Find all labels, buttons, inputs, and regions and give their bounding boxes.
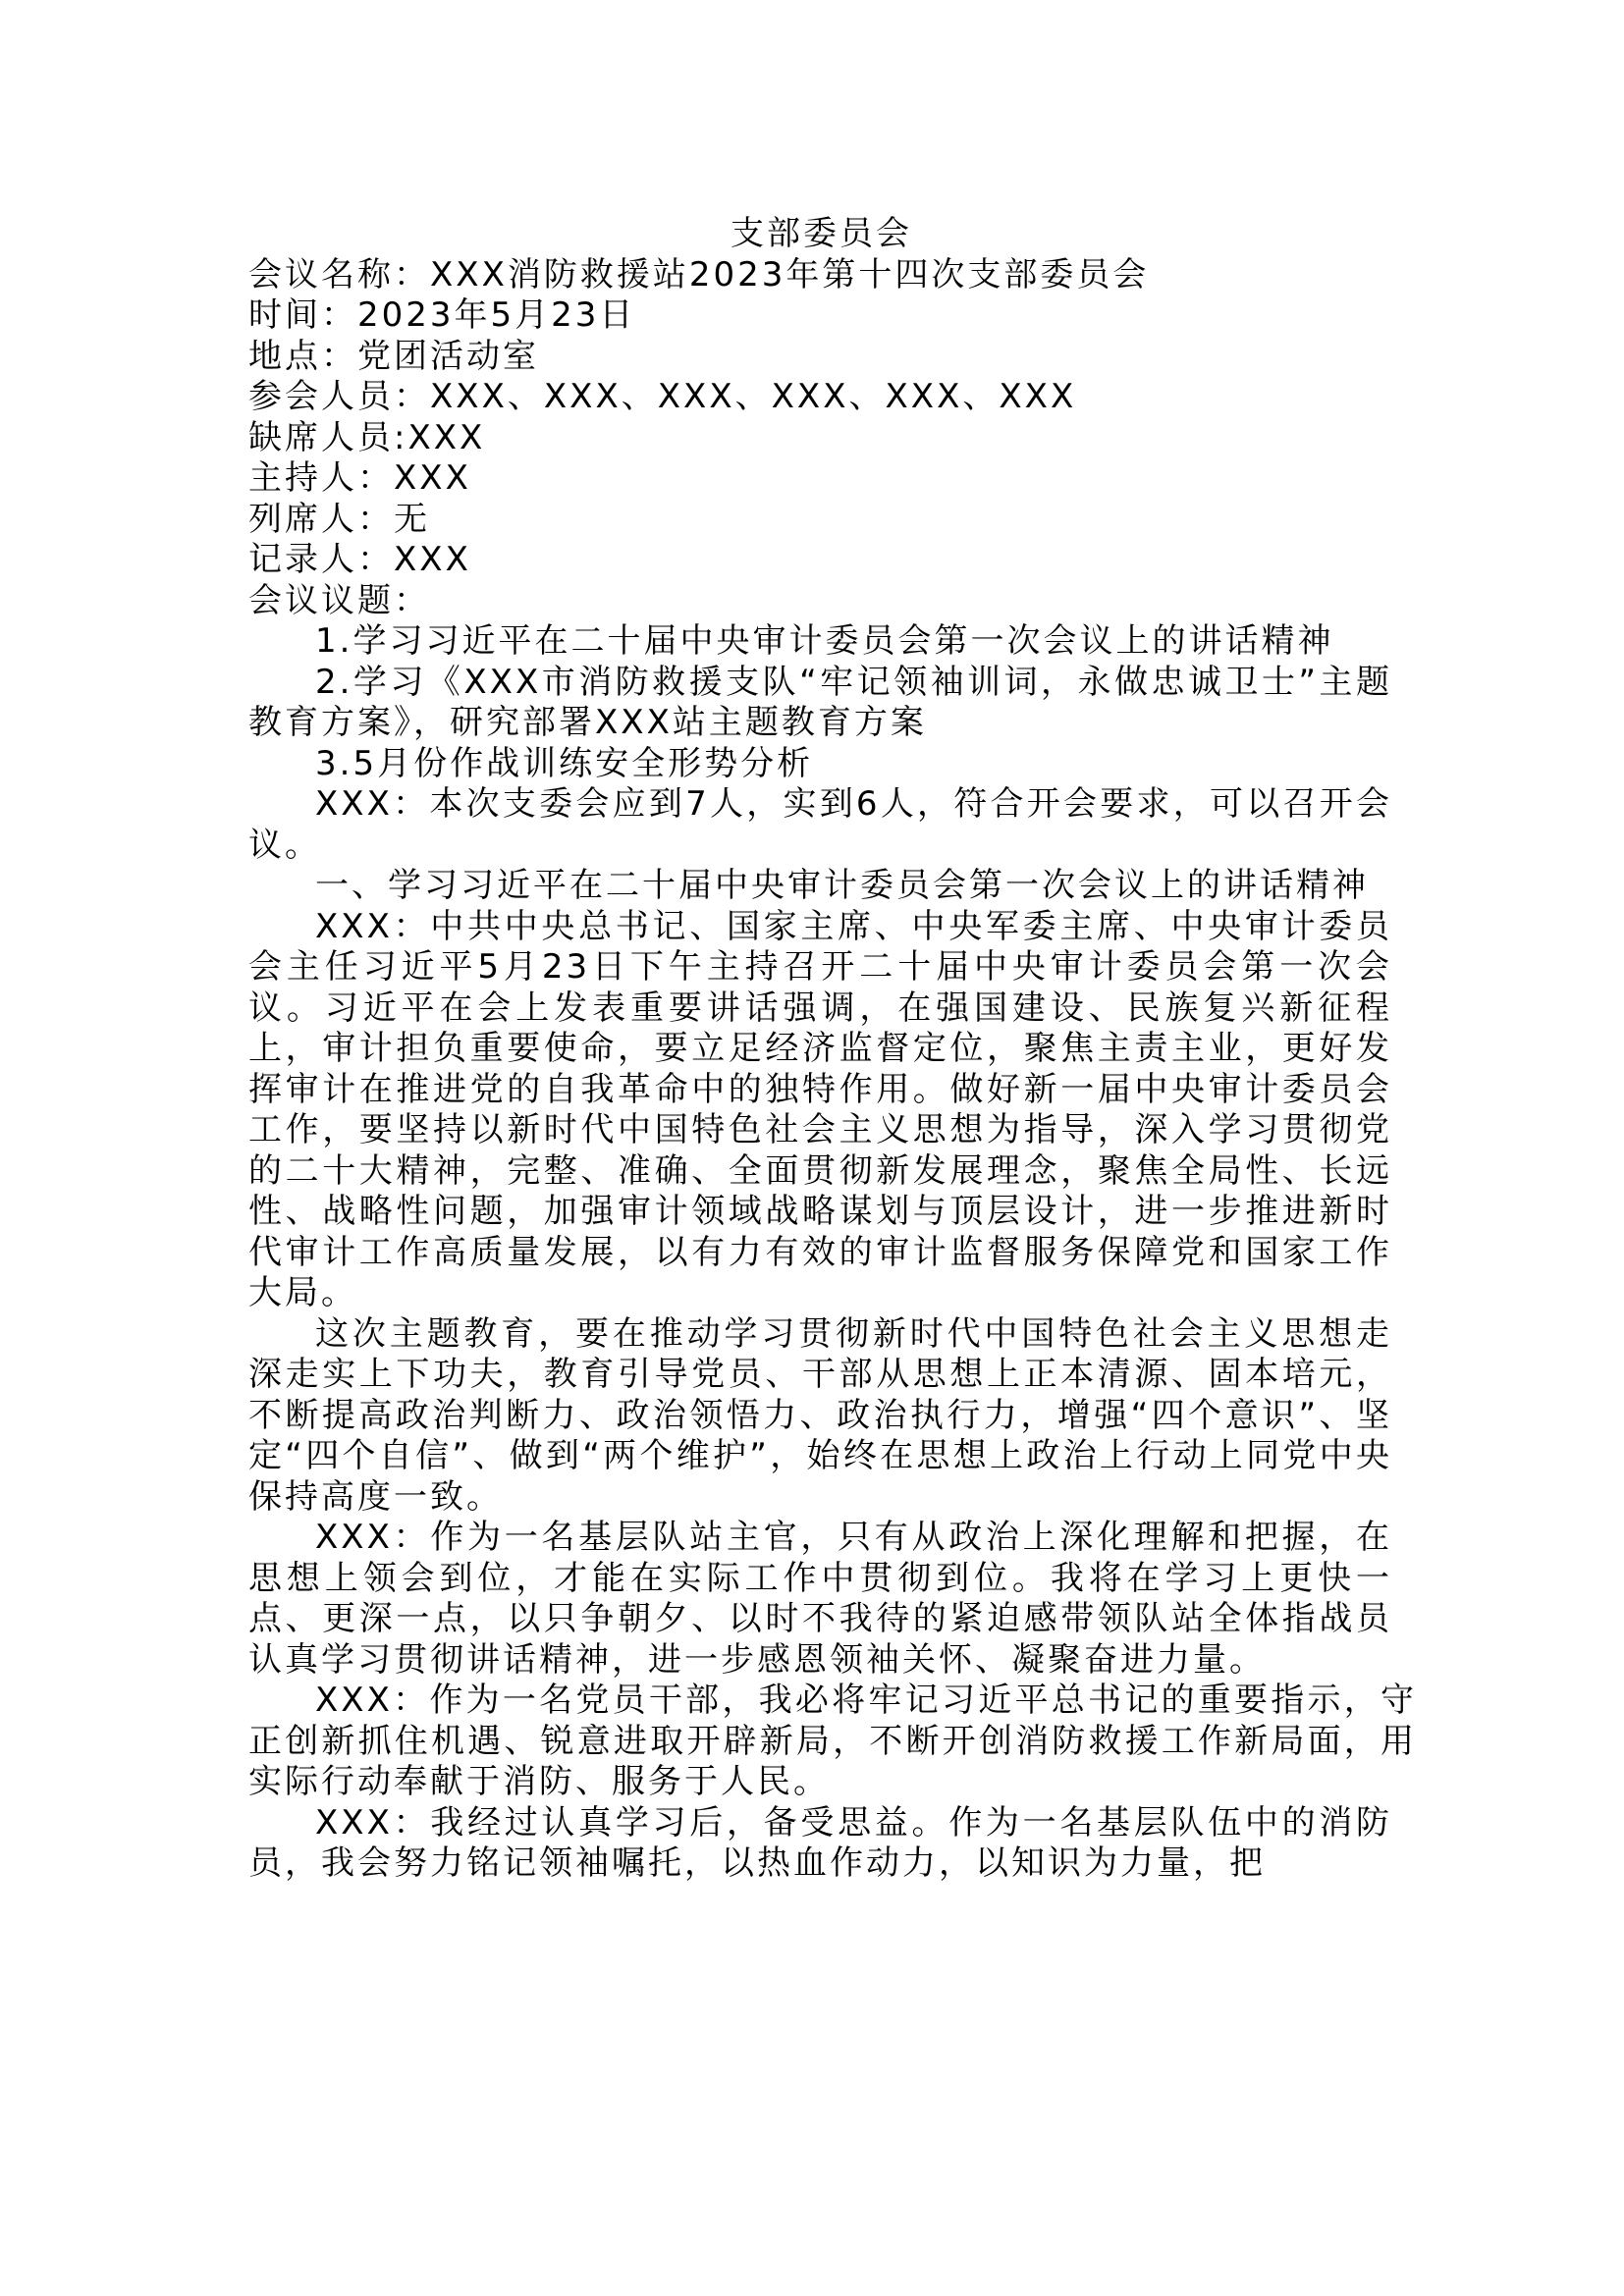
field-value: 2023年5月23日 [357, 295, 636, 335]
field-value: XXX [394, 540, 471, 579]
agenda-item-2: 2.学习《XXX市消防救援支队“牢记领袖训词，永做忠诚卫士”主题教育方案》，研究部署XXX站主题教育方案 [248, 662, 1392, 742]
field-location [248, 337, 1392, 378]
field-label: 地点： [248, 336, 357, 376]
field-value: XXX [394, 458, 471, 498]
field-label: 会议名称： [248, 254, 430, 294]
agenda-item-3: 3.5月份作战训练安全形势分析 [315, 743, 814, 783]
document-page [248, 214, 1417, 1885]
document-title: 支部委员会 [731, 214, 912, 253]
field-recorder [248, 540, 1392, 581]
field-absentees [248, 418, 1392, 459]
field-label: 主持人： [248, 458, 394, 498]
field-host [248, 458, 1392, 500]
opening-statement: XXX：本次支委会应到7人，实到6人，符合开会要求，可以召开会议。 [248, 784, 1392, 865]
body-paragraph: XXX：我经过认真学习后，备受思益。作为一名基层队伍中的消防员，我会努力铭记领袖嘱托，以热血作动力，以知识为力量，把 [248, 1802, 1392, 1883]
field-time [248, 295, 1392, 337]
field-attendees [248, 377, 1392, 418]
field-meeting-name [248, 255, 1392, 296]
field-label: 参会人员： [248, 377, 430, 416]
section-heading-1: 一、学习习近平在二十届中央审计委员会第一次会议上的讲话精神 [315, 866, 1369, 905]
field-value: XXX [407, 417, 486, 457]
agenda-item-1: 1.学习习近平在二十届中央审计委员会第一次会议上的讲话精神 [315, 621, 1334, 661]
field-label: 记录人： [248, 540, 394, 579]
field-value: XXX、XXX、XXX、XXX、XXX、XXX [430, 377, 1077, 416]
body-paragraph: XXX：作为一名基层队站主官，只有从政治上深化理解和把握，在思想上领会到位，才能在实际工作中贯彻到位。我将在学习上更快一点、更深一点，以只争朝夕、以时不我待的紧迫感带领队站全体指战员认真学习贯彻讲话精神，进一步感恩领袖关怀、凝聚奋进力量。 [248, 1518, 1392, 1680]
field-label: 缺席人员: [248, 417, 408, 457]
field-agenda-heading [248, 581, 1392, 622]
field-value: 党团活动室 [357, 336, 539, 376]
body-paragraph: XXX：中共中央总书记、国家主席、中央军委主席、中央审计委员会主任习近平5月23日下午主持召开二十届中央审计委员会第一次会议。习近平在会上发表重要讲话强调，在强国建设、民族复兴新征程上，审计担负重要使命，要立足经济监督定位，聚焦主责主业，更好发挥审计在推进党的自我革命中的独特作用。做好新一届中央审计委员会工作，要坚持以新时代中国特色社会主义思想为指导，深入学习贯彻党的二十大精神，完整、准确、全面贯彻新发展理念，聚焦全局性、长远性、战略性问题，加强审计领域战略谋划与顶层设计，进一步推进新时代审计工作高质量发展，以有力有效的审计监督服务保障党和国家工作大局。 [248, 906, 1392, 1312]
field-value: 无 [394, 499, 430, 539]
field-observers [248, 500, 1392, 541]
body-paragraph: 这次主题教育，要在推动学习贯彻新时代中国特色社会主义思想走深走实上下功夫，教育引导党员、干部从思想上正本清源、固本培元，不断提高政治判断力、政治领悟力、政治执行力，增强“四个意识”、坚定“四个自信”、做到“两个维护”，始终在思想上政治上行动上同党中央保持高度一致。 [248, 1313, 1392, 1517]
field-label: 会议议题： [248, 580, 430, 620]
field-label: 时间： [248, 295, 357, 335]
field-value: XXX消防救援站2023年第十四次支部委员会 [430, 254, 1150, 294]
body-paragraph: XXX：作为一名党员干部，我必将牢记习近平总书记的重要指示，守正创新抓住机遇、锐意进取开辟新局，不断开创消防救援工作新局面，用实际行动奉献于消防、服务于人民。 [248, 1681, 1417, 1801]
field-label: 列席人： [248, 499, 394, 539]
